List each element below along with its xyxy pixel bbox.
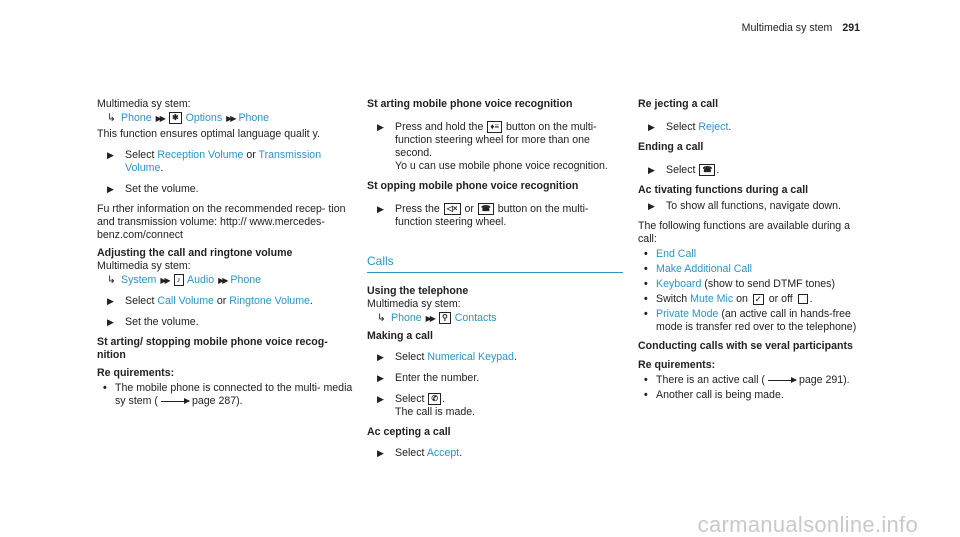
step-triangle-icon: ▶ (648, 201, 655, 211)
transmission-volume-link[interactable]: Transmission Volume (125, 149, 322, 174)
reception-volume-link[interactable]: Reception Volume (157, 149, 244, 161)
step-text: Press the (395, 203, 443, 215)
heading-stop-voice: St opping mobile phone voice recognition (367, 180, 579, 192)
function-item-mute-mic (638, 293, 860, 306)
step-text: . (728, 121, 732, 133)
bullet-icon: • (644, 374, 648, 386)
heading-requirements: Re quirements: (97, 367, 175, 379)
step-triangle-icon: ▶ (107, 296, 114, 306)
bullet-icon: • (103, 382, 107, 394)
step-enter-number (367, 372, 623, 385)
step-triangle-icon: ▶ (107, 150, 114, 160)
page-number: 291 (842, 22, 860, 34)
requirement-item (638, 389, 860, 402)
step-press-stop-button (367, 203, 623, 229)
step-text: . (442, 393, 446, 405)
gear-icon: ✱ (169, 112, 182, 124)
function-item-end-call (638, 248, 860, 261)
intro-text: Multimedia sy stem: (367, 298, 461, 310)
double-chevron-icon: ▶▶ (160, 276, 169, 285)
step-select-volume-type (97, 149, 353, 175)
page-reference-link[interactable]: page 291 (798, 374, 844, 386)
bullet-icon: • (644, 293, 648, 305)
end-call-icon: ☎ (478, 203, 494, 215)
step-select-end (638, 164, 860, 177)
step-set-volume (97, 183, 353, 196)
step-select-call-volume (97, 295, 353, 308)
function-item-additional-call (638, 263, 860, 276)
intro-text: Multimedia sy stem: (97, 98, 191, 110)
nav-phone-link[interactable]: Phone (238, 112, 270, 124)
double-chevron-icon: ▶▶ (226, 114, 235, 123)
bullet-text: ). (843, 374, 850, 386)
bullet-icon: • (644, 263, 648, 275)
heading-adjusting-volume: Adjusting the call and ringtone volume (97, 247, 293, 259)
page-reference-arrow-icon (768, 380, 796, 381)
nav-options-link[interactable]: Options (185, 112, 223, 124)
bullet-text: Switch (656, 293, 691, 305)
checkbox-unchecked-icon (798, 294, 808, 304)
step-triangle-icon: ▶ (107, 317, 114, 327)
ringtone-volume-link[interactable]: Ringtone Volume (229, 295, 310, 307)
reject-link[interactable]: Reject (698, 121, 729, 133)
end-call-icon: ☎ (699, 164, 715, 176)
accept-link[interactable]: Accept (426, 447, 460, 459)
mute-icon: ◁× (444, 203, 461, 215)
bullet-icon: • (644, 389, 648, 401)
column-3 (638, 98, 860, 404)
nav-phone-link[interactable]: Phone (121, 112, 152, 124)
step-triangle-icon: ▶ (648, 122, 655, 132)
heading-ending-call: Ending a call (638, 141, 704, 153)
audio-icon: ♪ (174, 274, 184, 286)
heading-rejecting-call: Re jecting a call (638, 98, 719, 110)
step-triangle-icon: ▶ (648, 165, 655, 175)
heading-accepting-call: Ac cepting a call (367, 426, 451, 438)
heading-activating-functions: Ac tivating functions during a call (638, 184, 809, 196)
step-text: Select (395, 447, 427, 459)
requirement-item (638, 374, 860, 387)
double-chevron-icon: ▶▶ (155, 114, 164, 123)
double-chevron-icon: ▶▶ (218, 276, 227, 285)
nav-system-link[interactable]: System (121, 274, 157, 286)
private-mode-link[interactable]: Private Mode (656, 308, 719, 320)
step-press-voice-button (367, 121, 623, 173)
step-triangle-icon: ▶ (107, 184, 114, 194)
step-text: or (461, 203, 477, 215)
watermark-text: carmanualsonline.info (697, 512, 918, 537)
call-volume-link[interactable]: Call Volume (157, 295, 214, 307)
step-select-reject (638, 121, 860, 134)
step-triangle-icon: ▶ (377, 204, 384, 214)
bullet-text: (an active call in hands-free mode is transfer red over to the telephone) (656, 308, 857, 333)
nav-audio-link[interactable]: Audio (187, 274, 215, 286)
bullet-text: There is an active call ( (656, 374, 765, 386)
step-text: . (459, 447, 463, 459)
step-triangle-icon: ▶ (377, 394, 384, 404)
step-text: or (243, 149, 259, 161)
page-reference-arrow-icon (161, 401, 189, 402)
bullet-text: on (733, 293, 751, 305)
return-arrow-icon: ↳ (377, 312, 386, 324)
step-text: Select (395, 393, 428, 405)
step-navigate-down (638, 200, 860, 213)
voice-control-button-icon: ♦≡ (487, 121, 502, 133)
bullet-icon: • (644, 308, 648, 320)
nav-phone-link[interactable]: Phone (391, 312, 422, 324)
step-select-accept (367, 447, 623, 460)
further-info-text: Fu rther information on the recommended recep‐ tion and transmission volume: http:// www.mercedes-benz.com/connect (97, 203, 346, 241)
step-text: or (213, 295, 230, 307)
bullet-text: . (809, 293, 813, 305)
step-text: Enter the number. (395, 372, 480, 384)
step-text: To show all functions, navigate down. (666, 200, 841, 212)
step-text: Press and hold the (395, 121, 487, 133)
mute-mic-link[interactable]: Mute Mic (690, 293, 734, 305)
step-text: Set the volume. (125, 316, 199, 328)
double-chevron-icon: ▶▶ (425, 314, 434, 323)
bullet-text: The mobile phone is connected to the multi‐ media sy stem ( (115, 382, 353, 407)
heading-using-telephone: Using the telephone (367, 285, 469, 297)
bullet-icon: • (644, 248, 648, 260)
step-triangle-icon: ▶ (377, 448, 384, 458)
bullet-text: (show to send DTMF tones) (701, 278, 836, 290)
numerical-keypad-link[interactable]: Numerical Keypad (427, 351, 514, 363)
requirement-item (97, 382, 353, 408)
step-triangle-icon: ▶ (377, 373, 384, 383)
nav-contacts-link[interactable]: Contacts (454, 312, 497, 324)
step-text: Select (666, 121, 699, 133)
search-icon: ⚲ (439, 312, 451, 324)
nav-path-contacts (367, 312, 623, 325)
step-text: button on the multi‐ function steering wheel for more than one second. (395, 121, 597, 159)
step-text: . (160, 162, 164, 174)
intro-text: Multimedia sy stem: (97, 260, 191, 272)
info-text: This function ensures optimal language qualit y. (97, 128, 320, 140)
bullet-icon: • (644, 278, 648, 290)
nav-path-audio (97, 274, 353, 287)
bullet-text: Another call is being made. (656, 389, 784, 401)
function-item-private-mode (638, 308, 860, 334)
heading-making-call: Making a call (367, 330, 433, 342)
nav-path-options (97, 112, 353, 125)
step-triangle-icon: ▶ (377, 352, 384, 362)
step-text: . (513, 351, 517, 363)
call-icon: ✆ (428, 393, 441, 405)
step-text: . (716, 164, 720, 176)
return-arrow-icon: ↳ (107, 274, 116, 286)
step-select-call (367, 393, 623, 419)
make-additional-call-link[interactable]: Make Additional Call (656, 263, 752, 275)
end-call-link[interactable]: End Call (656, 248, 697, 260)
step-text: Select (125, 149, 158, 161)
column-2 (367, 98, 623, 467)
bullet-text: ). (236, 395, 243, 407)
heading-requirements: Re quirements: (638, 359, 716, 371)
heading-start-voice: St arting mobile phone voice recognition (367, 98, 573, 110)
return-arrow-icon: ↳ (107, 112, 116, 124)
step-text: button on the multi‐ function steering wheel. (395, 203, 589, 228)
step-text: Select (125, 295, 158, 307)
step-text: Select (666, 164, 699, 176)
functions-intro-text: The following functions are available during a call: (638, 220, 851, 245)
section-title: Multimedia sy stem (741, 22, 833, 34)
step-text: The call is made. (395, 406, 476, 418)
keyboard-link[interactable]: Keyboard (656, 278, 702, 290)
page-reference-link[interactable]: page 287 (191, 395, 237, 407)
step-select-keypad (367, 351, 623, 364)
function-item-keyboard (638, 278, 860, 291)
step-text: . (309, 295, 313, 307)
heading-several-participants: Conducting calls with se veral participants (638, 340, 853, 352)
checkbox-checked-icon: ✓ (754, 293, 763, 304)
step-text: Select (395, 351, 428, 363)
heading-voice-recognition: St arting/ stopping mobile phone voice recog‐ nition (97, 336, 328, 361)
nav-phone-link[interactable]: Phone (230, 274, 262, 286)
step-triangle-icon: ▶ (377, 122, 384, 132)
bullet-text: or off (765, 293, 796, 305)
section-heading-calls: Calls (367, 255, 623, 273)
page-header (742, 22, 860, 35)
step-text: Set the volume. (125, 183, 199, 195)
step-text: Yo u can use mobile phone voice recognition. (395, 160, 608, 172)
step-set-volume (97, 316, 353, 329)
column-1 (97, 98, 353, 410)
